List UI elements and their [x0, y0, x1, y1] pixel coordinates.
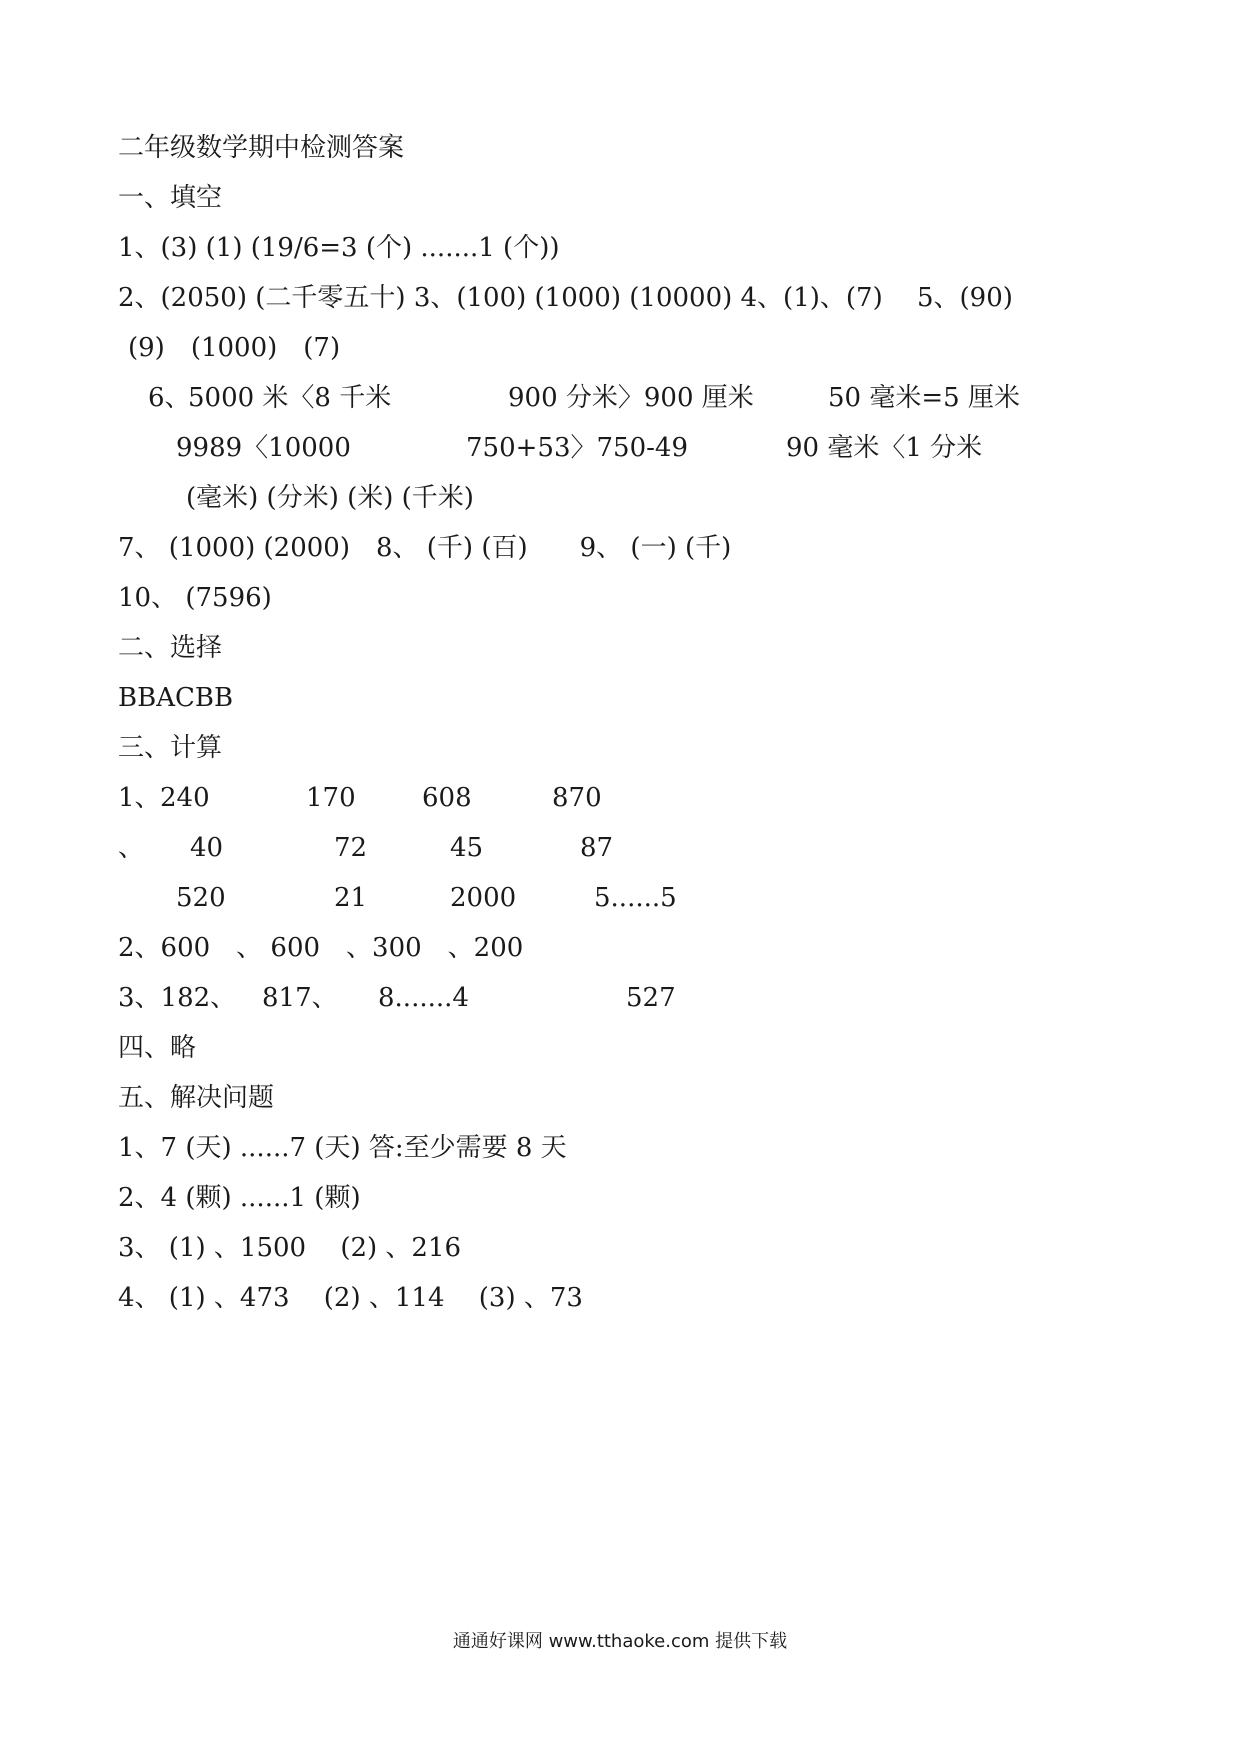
answer-line-1-7: 7、 (1000) (2000) 8、 (千) (百) 9、 (一) (千) [118, 533, 732, 563]
section-heading-choice: 二、选择 [118, 633, 223, 663]
calc-q3-part: 8.......4 [378, 983, 469, 1013]
q6-compare: 50 毫米=5 厘米 [828, 383, 1020, 413]
calc-q3-part: 817、 [262, 983, 338, 1013]
section-heading-fill-blanks: 一、填空 [118, 183, 223, 213]
answer-line-1-10: 10、 (7596) [118, 583, 272, 613]
calc-cell: 5......5 [594, 883, 677, 913]
calc-q1-label: 1、 [118, 783, 161, 813]
q6-compare: 750+53〉750-49 [466, 433, 688, 463]
calc-cell: 21 [334, 883, 368, 913]
answer-line-1-2-cont: (9) (1000) (7) [128, 333, 341, 363]
choice-answers: BBACBB [118, 683, 234, 713]
page-title: 二年级数学期中检测答案 [118, 133, 405, 163]
section-heading-problem-solving: 五、解决问题 [118, 1083, 275, 1113]
calc-cell: 520 [176, 883, 226, 913]
q6-compare: 9989〈10000 [176, 433, 351, 463]
calc-cell: 40 [190, 833, 224, 863]
q6-label: 6、 [148, 383, 191, 413]
calc-cell: 870 [552, 783, 602, 813]
calc-cell: 2000 [450, 883, 517, 913]
q6-units: (毫米) (分米) (米) (千米) [186, 483, 474, 513]
q6-compare: 90 毫米〈1 分米 [786, 433, 983, 463]
answer-line-1-2: 2、(2050) (二千零五十) 3、(100) (1000) (10000) 4、(1)、(7) 5、(90) [118, 283, 1013, 313]
problem-answer: 1、7 (天) ......7 (天) 答:至少需要 8 天 [118, 1133, 567, 1163]
calc-cell: 72 [334, 833, 368, 863]
calc-q3-part: 527 [626, 983, 676, 1013]
calc-q2: 2、600 、 600 、300 、200 [118, 933, 524, 963]
calc-cell: 45 [450, 833, 484, 863]
calc-q3-part: 3、182、 [118, 983, 237, 1013]
calc-cell: 87 [580, 833, 614, 863]
calc-row2-prefix: 、 [118, 833, 145, 863]
section-heading-calculation: 三、计算 [118, 733, 223, 763]
section-heading-omitted: 四、略 [118, 1033, 197, 1063]
footer-credit: 通通好课网 www.tthaoke.com 提供下载 [452, 1631, 788, 1652]
answer-line-1-1: 1、(3) (1) (19/6=3 (个) .......1 (个)) [118, 233, 560, 263]
problem-answer: 4、 (1) 、473 (2) 、114 (3) 、73 [118, 1283, 583, 1313]
problem-answer: 3、 (1) 、1500 (2) 、216 [118, 1233, 462, 1263]
calc-cell: 608 [422, 783, 472, 813]
q6-compare: 5000 米〈8 千米 [188, 383, 392, 413]
q6-compare: 900 分米〉900 厘米 [508, 383, 754, 413]
problem-answer: 2、4 (颗) ......1 (颗) [118, 1183, 361, 1213]
calc-cell: 240 [160, 783, 210, 813]
calc-cell: 170 [306, 783, 356, 813]
